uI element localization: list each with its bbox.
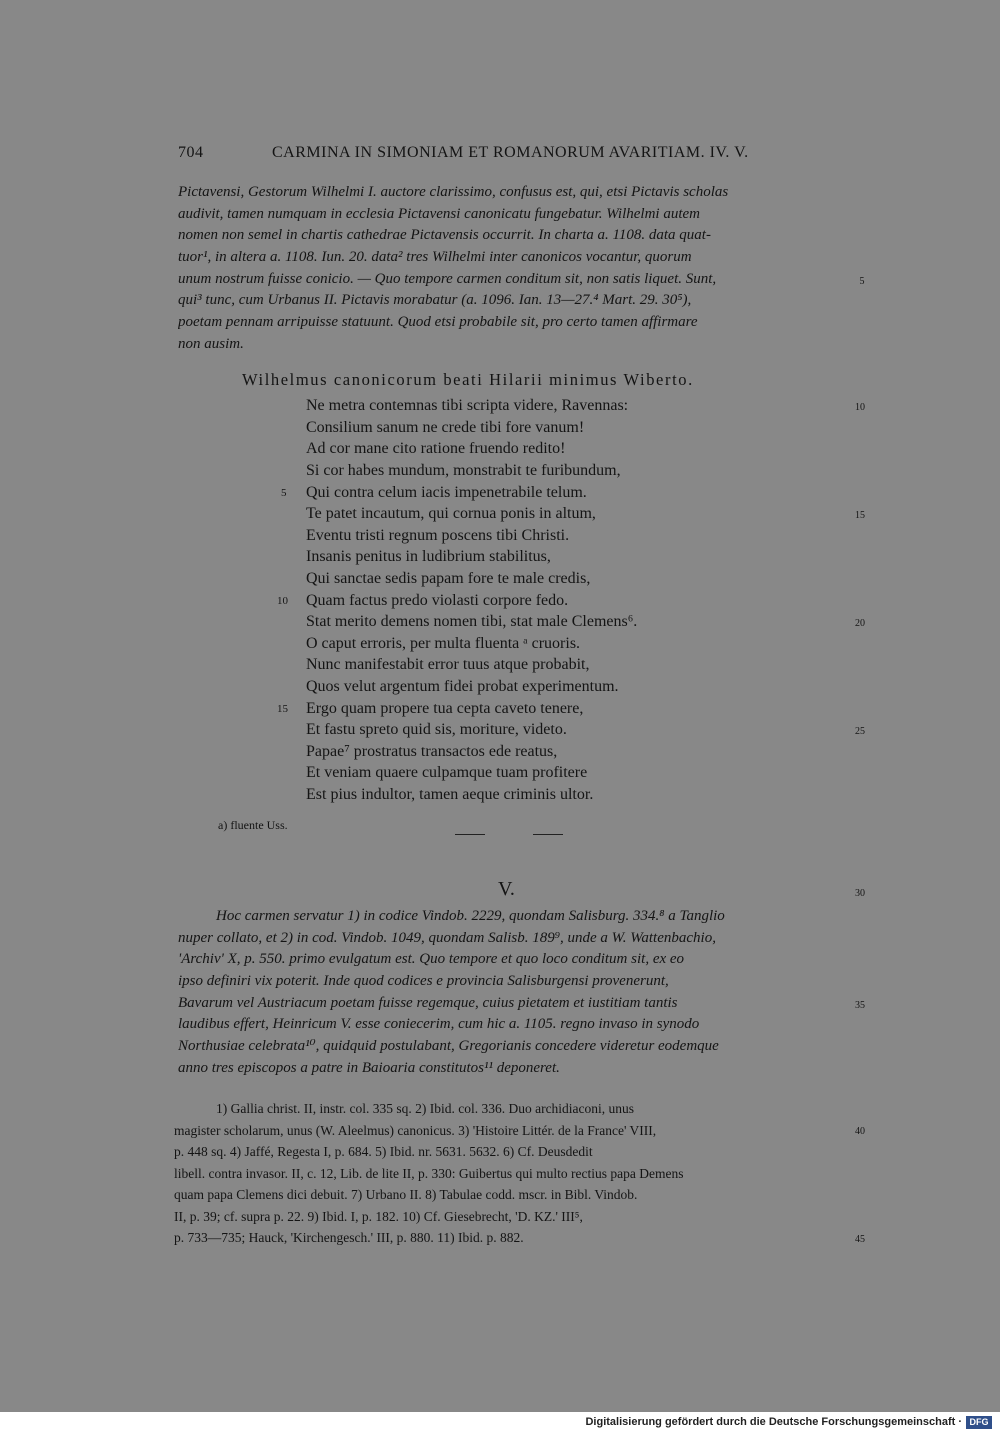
verse-line: Nunc manifestabit error tuus atque probabit, <box>306 656 590 673</box>
intro-line: Pictavensi, Gestorum Wilhelmi I. auctore clarissimo, confusus est, qui, etsi Pictavis scholas <box>178 184 729 200</box>
verse-line: Consilium sanum ne crede tibi fore vanum! <box>306 419 585 436</box>
verse-number: 5 <box>281 487 287 499</box>
section-v-line: Northusiae celebrata¹⁰, quidquid postulabant, Gregorianis concedere videretur eodemque <box>178 1038 719 1055</box>
verse-line: Ne metra contemnas tibi scripta videre, Ravennas: <box>306 397 629 414</box>
separator-rule <box>533 834 563 835</box>
section-v-line: nuper collato, et 2) in cod. Vindob. 1049, quondam Salisb. 189⁹, unde a W. Wattenbachio, <box>178 929 716 946</box>
verse-line: Eventu tristi regnum poscens tibi Christi. <box>306 527 570 544</box>
line-margin-number: 5 <box>859 276 865 287</box>
section-numeral: V. <box>498 878 515 900</box>
footnote-line: magister scholarum, unus (W. Aleelmus) canonicus. 3) 'Histoire Littér. de la France' VIII, <box>174 1122 657 1138</box>
line-margin-number: 40 <box>855 1126 865 1137</box>
footnote-line: p. 448 sq. 4) Jaffé, Regesta I, p. 684. 5) Ibid. nr. 5631. 5632. 6) Cf. Deusdedit <box>174 1144 593 1159</box>
line-margin-number: 30 <box>855 888 865 899</box>
dfg-credit: Digitalisierung gefördert durch die Deutsche Forschungsgemeinschaft · <box>585 1416 962 1428</box>
running-title: CARMINA IN SIMONIAM ET ROMANORUM AVARITIAM. IV. V. <box>272 144 749 161</box>
separator-rule <box>455 834 485 835</box>
verse-line: Et veniam quaere culpamque tuam profitere <box>306 764 588 781</box>
running-header <box>178 144 850 166</box>
section-v-paragraph <box>178 906 850 1080</box>
verse-line: Stat merito demens nomen tibi, stat male Clemens⁶. <box>306 613 638 630</box>
intro-line: unum nostrum fuisse conicio. — Quo tempore carmen conditum sit, non satis liquet. Sunt, <box>178 270 717 287</box>
intro-line: non ausim. <box>178 335 244 352</box>
verse-line: Ergo quam propere tua cepta caveto tenere, <box>306 700 584 717</box>
line-margin-number: 10 <box>855 402 865 413</box>
digitization-footer <box>0 1412 1000 1434</box>
intro-line: tuor¹, in altera a. 1108. Iun. 20. data² tres Wilhelmi inter canonicos vocantur, quorum <box>178 249 692 266</box>
verse-line: O caput erroris, per multa fluenta ᵃ cruoris. <box>306 635 581 652</box>
verse-line: Te patet incautum, qui cornua ponis in altum, <box>306 505 596 522</box>
section-v-line: ipso definiri vix poterit. Inde quod codices e provincia Salisburgensi provenerunt, <box>178 973 669 990</box>
dfg-logo-icon: DFG <box>966 1416 992 1429</box>
verse-line: Qui contra celum iacis impenetrabile telum. <box>306 484 587 501</box>
section-v-line: anno tres episcopos a patre in Baioaria constitutos¹¹ deponeret. <box>178 1059 560 1076</box>
footnote-line: libell. contra invasor. II, c. 12, Lib. de lite II, p. 330: Guibertus qui multo rectius papa Demens <box>174 1165 684 1181</box>
line-margin-number: 25 <box>855 726 865 737</box>
verse-line: Qui sanctae sedis papam fore te male credis, <box>306 570 591 587</box>
verse-line: Quam factus predo violasti corpore fedo. <box>306 592 569 609</box>
verse-line: Quos velut argentum fidei probat experimentum. <box>306 678 619 695</box>
footnote-line: II, p. 39; cf. supra p. 22. 9) Ibid. I, p. 182. 10) Cf. Giesebrecht, 'D. KZ.' III⁵, <box>174 1208 583 1224</box>
section-v-line: Hoc carmen servatur 1) in codice Vindob. 2229, quondam Salisburg. 334.⁸ a Tanglio <box>216 908 725 924</box>
verse-line: Insanis penitus in ludibrium stabilitus, <box>306 548 551 565</box>
footnotes <box>174 1098 850 1249</box>
verse-line: Ad cor mane cito ratione fruendo redito! <box>306 440 566 457</box>
line-margin-number: 20 <box>855 618 865 629</box>
intro-line: poetam pennam arripuisse statuunt. Quod etsi probabile sit, pro certo tamen affirmare <box>178 314 698 331</box>
poem-title: Wilhelmus canonicorum beati Hilarii minimus Wiberto. <box>242 370 694 389</box>
verse-line: Papae⁷ prostratus transactos ede reatus, <box>306 743 558 760</box>
verse-number: 10 <box>277 595 288 607</box>
intro-line: audivit, tamen numquam in ecclesia Pictavensi canonicatu fungebatur. Wilhelmi autem <box>178 205 700 222</box>
verse-line: Est pius indultor, tamen aeque criminis ultor. <box>306 786 594 803</box>
apparatus-note: a) fluente Uss. <box>218 818 288 832</box>
footnote-line: p. 733—735; Hauck, 'Kirchengesch.' III, p. 880. 11) Ibid. p. 882. <box>174 1230 524 1245</box>
verse-line: Et fastu spreto quid sis, moriture, videto. <box>306 721 567 738</box>
intro-line: nomen non semel in chartis cathedrae Pictavensis occurrit. In charta a. 1108. data quat- <box>178 227 711 244</box>
intro-line: qui³ tunc, cum Urbanus II. Pictavis morabatur (a. 1096. Ian. 13—27.⁴ Mart. 29. 30⁵), <box>178 292 692 309</box>
footnote-line: quam papa Clemens dici debuit. 7) Urbano II. 8) Tabulae codd. mscr. in Bibl. Vindob. <box>174 1187 638 1202</box>
line-margin-number: 35 <box>855 1000 865 1011</box>
section-v-line: laudibus effert, Heinricum V. esse coniecerim, cum hic a. 1105. regno invaso in synodo <box>178 1016 700 1033</box>
verse-line: Si cor habes mundum, monstrabit te furibundum, <box>306 462 621 479</box>
line-margin-number: 45 <box>855 1234 865 1245</box>
line-margin-number: 15 <box>855 510 865 521</box>
section-v-line: 'Archiv' X, p. 550. primo evulgatum est. Quo tempore et quo loco conditum sit, ex eo <box>178 951 685 968</box>
footnote-line: 1) Gallia christ. II, instr. col. 335 sq. 2) Ibid. col. 336. Duo archidiaconi, unus <box>216 1101 635 1116</box>
verse-number: 15 <box>277 703 288 715</box>
page-number: 704 <box>178 144 204 161</box>
section-v-line: Bavarum vel Austriacum poetam fuisse regemque, cuius pietatem et iustitiam tantis <box>178 994 678 1011</box>
intro-paragraph <box>178 182 850 356</box>
